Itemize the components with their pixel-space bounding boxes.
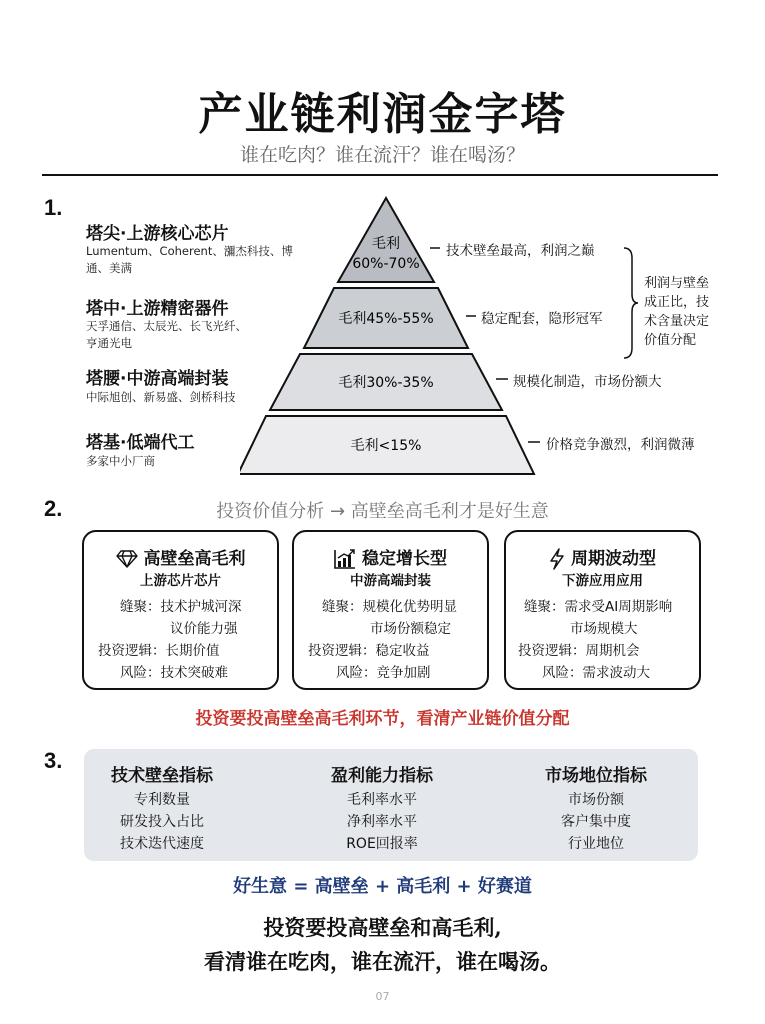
card-1-row-1: 缝聚：技术护城河深	[120, 599, 242, 615]
col-3-item-3: 行业地位	[568, 836, 624, 852]
tier-4-name: 塔基·低端代工	[86, 433, 195, 453]
header-divider	[42, 174, 718, 176]
page-title: 产业链利润金字塔	[198, 89, 567, 140]
card-2-row-4: 风险：竞争加剧	[336, 665, 431, 681]
card-stable-growth	[292, 530, 489, 690]
card-cyclical	[504, 530, 701, 690]
section-2-number: 2.	[44, 496, 63, 521]
card-1-title-row	[84, 544, 277, 569]
card-3-title: 周期波动型	[571, 549, 656, 569]
section-3-number: 3.	[44, 748, 63, 773]
good-business-formula: 好生意 = 高壁垒 + 高毛利 + 好赛道	[233, 876, 532, 897]
tier-3-companies: 中际旭创、新易盛、剑桥科技	[86, 390, 236, 404]
card-high-barrier	[82, 530, 279, 690]
card-2-row-1: 缝聚：规模化优势明显	[322, 599, 457, 615]
indicators-box	[84, 749, 698, 861]
tier-2-name: 塔中·上游精密器件	[86, 299, 229, 319]
col-1-item-1: 专利数量	[134, 792, 190, 808]
tier-1-desc: 技术壁垒最高，利润之巅	[446, 243, 595, 259]
col-1-item-2: 研发投入占比	[120, 814, 204, 830]
page-number: 07	[375, 990, 390, 1003]
tier-1-companies-line2: 通、美满	[86, 261, 132, 275]
investment-emphasis: 投资要投高壁垒高毛利环节，看清产业链价值分配	[195, 709, 570, 729]
tier-3-desc: 规模化制造，市场份额大	[513, 374, 662, 390]
card-1-subtitle: 上游芯片芯片	[140, 573, 221, 589]
diamond-icon	[116, 550, 138, 568]
brace-note-line3: 术含量决定	[644, 314, 710, 329]
tier-1-companies-line1: Lumentum、Coherent、瀰杰科技、博	[86, 244, 293, 258]
section-2-heading: 投资价值分析 → 高壁垒高毛利才是好生意	[216, 501, 549, 522]
card-1-row-2: 议价能力强	[170, 621, 238, 637]
brace-note-line2: 成正比，技	[644, 295, 710, 310]
card-3-row-1: 缝聚：需求受AI周期影响	[524, 599, 673, 615]
col-2-item-1: 毛利率水平	[347, 792, 417, 808]
page-subtitle: 谁在吃肉？谁在流汗？谁在喝汤？	[239, 144, 525, 166]
col-3-item-1: 市场份额	[568, 792, 624, 808]
card-2-title: 稳定增长型	[362, 549, 447, 569]
card-3-row-4: 风险：需求波动大	[542, 665, 650, 681]
card-2-row-2: 市场份额稳定	[370, 621, 451, 637]
col-1-title: 技术壁垒指标	[111, 766, 213, 786]
tier-2-companies-line2: 亨通光电	[86, 336, 132, 350]
right-brace	[620, 246, 640, 360]
closing-line-2: 看清谁在吃肉，谁在流汗，谁在喝汤。	[204, 949, 561, 974]
card-3-subtitle: 下游应用应用	[562, 573, 643, 589]
col-3-title: 市场地位指标	[545, 766, 647, 786]
brace-note-line4: 价值分配	[644, 333, 697, 348]
brace-note	[644, 274, 724, 350]
card-3-title-row	[506, 544, 699, 570]
brace-note-line1: 利润与壁垒	[644, 276, 710, 291]
closing-line-1: 投资要投高壁垒和高毛利,	[263, 915, 502, 940]
tier-connectors	[428, 236, 558, 460]
tier-2-companies-line1: 天孚通信、太辰光、长飞光纤、	[86, 319, 247, 333]
tier-4-margin: 毛利<15%	[350, 438, 422, 454]
card-1-row-4: 风险：技术突破难	[120, 665, 228, 681]
card-3-row-2: 市场规模大	[570, 621, 638, 637]
card-2-title-row	[294, 544, 487, 569]
tier-1-margin-line2: 60%-70%	[352, 256, 420, 272]
col-2-item-3: ROE回报率	[346, 836, 418, 852]
tier-3-name: 塔腰·中游高端封装	[86, 369, 229, 389]
card-1-title: 高壁垒高毛利	[143, 549, 246, 569]
tier-4-desc: 价格竞争激烈，利润微薄	[546, 437, 695, 453]
col-1-item-3: 技术迭代速度	[120, 836, 204, 852]
tier-2-margin: 毛利45%-55%	[338, 311, 434, 327]
col-2-title: 盈利能力指标	[331, 766, 433, 786]
tier-2-desc: 稳定配套，隐形冠军	[481, 311, 603, 327]
card-3-row-3: 投资逻辑：周期机会	[518, 643, 640, 659]
tier-3-margin: 毛利30%-35%	[338, 375, 434, 391]
card-2-subtitle: 中游高端封装	[350, 573, 431, 589]
tier-1-margin-line1: 毛利	[372, 236, 400, 252]
lightning-icon	[549, 548, 565, 570]
col-2-item-2: 净利率水平	[347, 814, 417, 830]
tier-1-name: 塔尖·上游核心芯片	[86, 224, 229, 244]
bar-chart-icon	[334, 549, 356, 569]
col-3-item-2: 客户集中度	[561, 814, 631, 830]
card-1-row-3: 投资逻辑：长期价值	[98, 643, 220, 659]
tier-4-companies: 多家中小厂商	[86, 454, 155, 468]
card-2-row-3: 投资逻辑：稳定收益	[308, 643, 430, 659]
section-1-number: 1.	[44, 195, 63, 220]
